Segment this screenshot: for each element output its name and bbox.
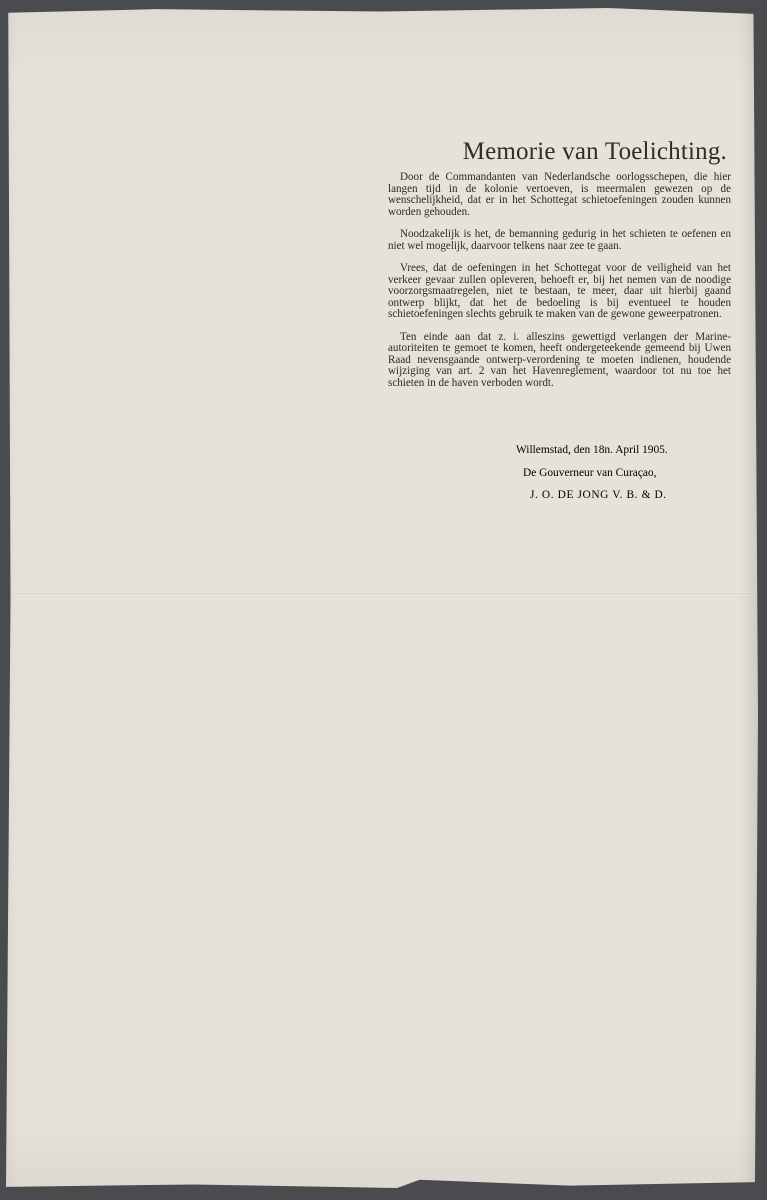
place-and-date: Willemstad, den 18n. April 1905. — [516, 444, 668, 456]
document-title: Memorie van Toelichting. — [462, 138, 727, 165]
signatory-role: De Gouverneur van Curaçao, — [523, 467, 657, 479]
sheet-edge-shadow — [744, 8, 758, 1188]
paragraph-4: Ten einde aan dat z. i. alleszins gewettigd verlangen der Marine-autoriteiten te gemoet te komen, heeft ondergeteekende gemeend bij Uwen Raad nevensgaande ontwerp-verordening te moeten indienen, houdende wijziging van art. 2 van het Havenreglement, waardoor tot nu toe het schieten in de haven verboden wordt. — [388, 330, 731, 389]
paragraph-2: Noodzakelijk is het, de bemanning gedurig in het schieten te oefenen en niet wel mogelijk, daarvoor telkens naar zee te gaan. — [388, 228, 731, 252]
signatory-name: J. O. DE JONG V. B. & D. — [530, 489, 667, 501]
paragraph-1: Door de Commandanten van Nederlandsche oorlogsschepen, die hier langen tijd in de kolonie vertoeven, is meermalen gewezen op de wenschelijkheid, dat er in het Schottegat schietoefeningen zouden kunnen worden gehouden. — [388, 171, 731, 218]
page-fold-line — [6, 592, 758, 595]
paragraph-3: Vrees, dat de oefeningen in het Schottegat voor de veiligheid van het verkeer gevaar zullen opleveren, behoeft er, bij het nemen van de noodige voorzorgsmaatregelen, niet te bestaan, te meer, daar uit hierbij gaand ontwerp blijkt, dat het de bedoeling is bij eventueel te houden schietoefeningen slechts gebruik te maken van de gewone geweerpatronen. — [388, 262, 731, 320]
memorandum-block — [388, 138, 731, 400]
